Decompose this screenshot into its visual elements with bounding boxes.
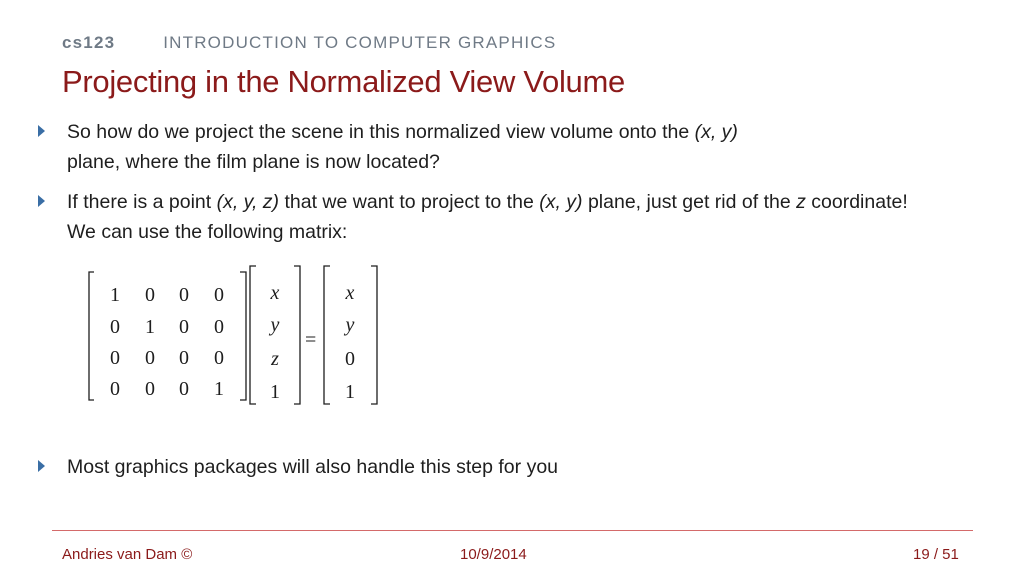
matrix-cell: 1 <box>110 284 120 306</box>
bullet1-text-em: (x, y) <box>694 121 738 143</box>
bullet2-text-b: that we want to project to the <box>279 191 540 213</box>
bullet2-text-c: plane, just get rid of the <box>582 191 797 213</box>
bullet-arrow-icon <box>38 125 45 137</box>
input-vector-cell: y <box>270 314 280 336</box>
matrix-cell: 0 <box>214 316 224 338</box>
bullet-text <box>67 187 938 247</box>
matrix-cell: 0 <box>145 284 155 306</box>
input-vector-bracket-left <box>250 266 256 404</box>
input-vector-cell: 1 <box>270 381 280 403</box>
matrix-cell: 0 <box>145 347 155 369</box>
bullet1-text-a: So how do we project the scene in this normalized view volume onto the <box>67 121 695 143</box>
footer-divider <box>52 530 973 531</box>
matrix-bracket-right <box>240 272 246 400</box>
bullet-arrow-icon <box>38 195 45 207</box>
output-vector-cell: 0 <box>345 348 355 370</box>
bullet2-em-z: z <box>796 191 806 213</box>
matrix-cell: 0 <box>179 284 189 306</box>
course-header <box>62 33 556 53</box>
footer-author: Andries van Dam © <box>62 546 193 563</box>
bullet-arrow-icon <box>38 460 45 472</box>
bullet1-text-line2: plane, where the film plane is now located? <box>67 151 440 173</box>
slide-title: Projecting in the Normalized View Volume <box>62 64 625 99</box>
input-vector-cell: z <box>271 348 279 370</box>
equals-sign: = <box>305 329 317 351</box>
matrix-cell: 0 <box>110 347 120 369</box>
footer-page-number: 19 / 51 <box>913 546 959 563</box>
matrix-cell: 0 <box>214 284 224 306</box>
matrix-bracket-left <box>89 272 94 400</box>
matrix-cell: 0 <box>145 378 155 400</box>
matrix-cell: 0 <box>179 316 189 338</box>
matrix-cell: 1 <box>214 378 224 400</box>
output-vector-cell: 1 <box>345 381 355 403</box>
matrix-cell: 0 <box>214 347 224 369</box>
footer-date: 10/9/2014 <box>460 546 527 563</box>
output-vector-cell: y <box>345 314 355 336</box>
projection-equation <box>80 262 390 412</box>
bullet2-em-point: (x, y, z) <box>216 191 280 213</box>
course-code: cs123 <box>62 33 116 52</box>
bullet2-text-a: If there is a point <box>67 191 217 213</box>
matrix-equation-svg <box>80 262 390 412</box>
bullet-item-project-question <box>38 117 918 177</box>
course-title: INTRODUCTION TO COMPUTER GRAPHICS <box>163 33 557 52</box>
matrix-cell: 0 <box>179 347 189 369</box>
matrix-cell: 0 <box>179 378 189 400</box>
matrix-cell: 1 <box>145 316 155 338</box>
input-vector-cell: x <box>270 282 280 304</box>
output-vector-bracket-right <box>371 266 377 404</box>
bullet2-em-plane: (x, y) <box>539 191 583 213</box>
matrix-cell: 0 <box>110 378 120 400</box>
output-vector-cell: x <box>345 282 355 304</box>
matrix-cell: 0 <box>110 316 120 338</box>
bullet-item-graphics-packages <box>38 452 938 482</box>
bullet2-text-d: coordinate! We can use the following matrix: <box>67 191 908 243</box>
bullet-text <box>67 117 918 177</box>
input-vector-bracket-right <box>294 266 300 404</box>
bullet3-text: Most graphics packages will also handle this step for you <box>67 456 559 478</box>
output-vector-bracket-left <box>324 266 330 404</box>
bullet-item-drop-z <box>38 187 938 247</box>
